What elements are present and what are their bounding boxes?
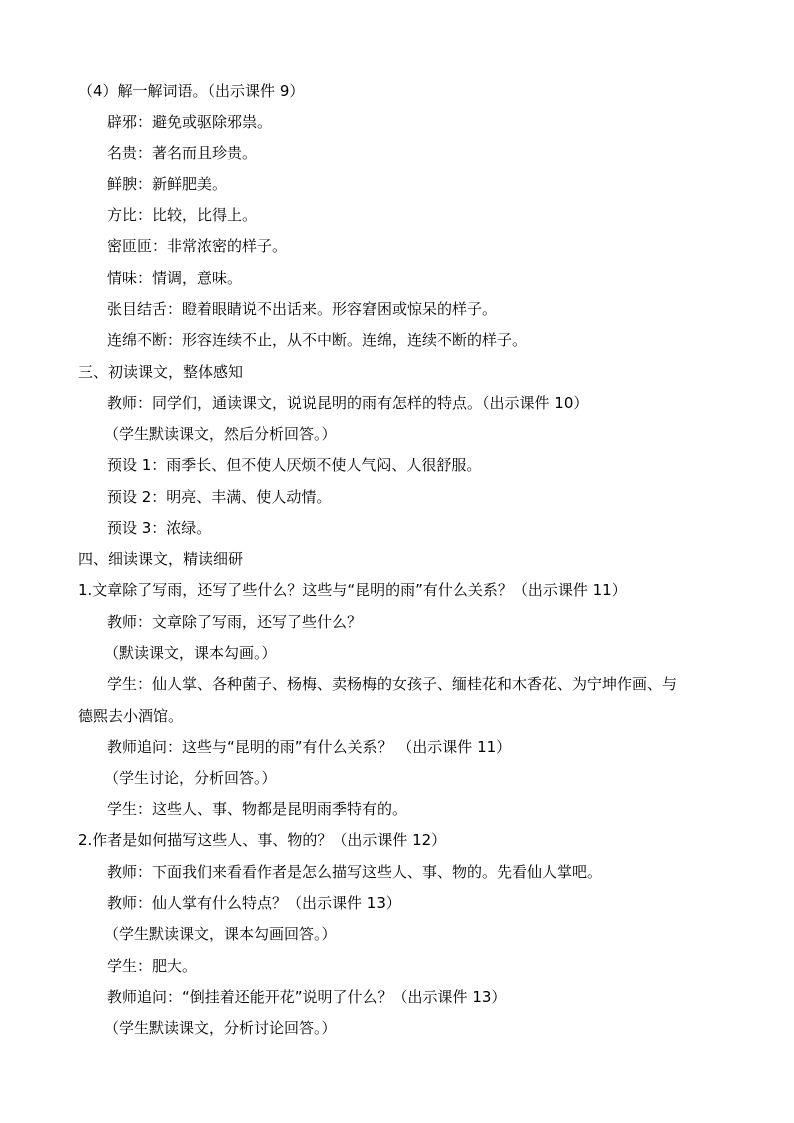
paragraph: （学生默读课文，然后分析回答。） [104,425,337,443]
section-heading-4: 四、细读课文，精读细研 [78,550,244,568]
paragraph-continuation: 德熙去小酒馆。 [78,707,184,725]
vocab-definition: 鲜腴：新鲜肥美。 [107,175,228,193]
paragraph: 教师追问：这些与“昆明的雨”有什么关系？ （出示课件 11） [107,738,512,756]
question-heading-1: 1.文章除了写雨，还写了些什么？这些与“昆明的雨”有什么关系？（出示课件 11） [78,581,627,599]
paragraph: 预设 3：浓绿。 [107,519,212,537]
paragraph: 教师追问：“倒挂着还能开花”说明了什么？（出示课件 13） [107,988,507,1006]
question-heading-2: 2.作者是如何描写这些人、事、物的？（出示课件 12） [78,831,447,849]
paragraph: 教师：文章除了写雨，还写了些什么？ [107,613,363,631]
paragraph: 学生：仙人掌、各种菌子、杨梅、卖杨梅的女孩子、缅桂花和木香花、为宁坤作画、与 [107,675,678,693]
vocab-definition: 名贵：著名而且珍贵。 [107,144,258,162]
vocab-definition: 张目结舌：瞪着眼睛说不出话来。形容窘困或惊呆的样子。 [107,300,498,318]
paragraph: 教师：仙人掌有什么特点？（出示课件 13） [107,894,401,912]
paragraph: （学生讨论，分析回答。） [104,769,277,787]
paragraph: 学生：这些人、事、物都是昆明雨季特有的。 [107,800,408,818]
vocab-definition: 密匝匝：非常浓密的样子。 [107,237,288,255]
paragraph: 教师：同学们，通读课文，说说昆明的雨有怎样的特点。（出示课件 10） [107,394,589,412]
paragraph: （学生默读课文，分析讨论回答。） [104,1019,337,1037]
vocab-definition: 情味：情调，意味。 [107,269,243,287]
vocab-definition: 方比：比较，比得上。 [107,206,258,224]
vocab-definition: 辟邪：避免或驱除邪祟。 [107,113,273,131]
section-item-4-heading: （4）解一解词语。（出示课件 9） [78,82,305,100]
paragraph: （学生默读课文，课本勾画回答。） [104,925,337,943]
section-heading-3: 三、初读课文，整体感知 [78,363,244,381]
paragraph: （默读课文，课本勾画。） [104,644,277,662]
paragraph: 预设 2：明亮、丰满、使人动情。 [107,488,332,506]
paragraph: 学生：肥大。 [107,957,198,975]
paragraph: 教师：下面我们来看看作者是怎么描写这些人、事、物的。先看仙人掌吧。 [107,863,603,881]
paragraph: 预设 1：雨季长、但不使人厌烦不使人气闷、人很舒服。 [107,456,482,474]
vocab-definition: 连绵不断：形容连续不止，从不中断。连绵，连续不断的样子。 [107,331,528,349]
